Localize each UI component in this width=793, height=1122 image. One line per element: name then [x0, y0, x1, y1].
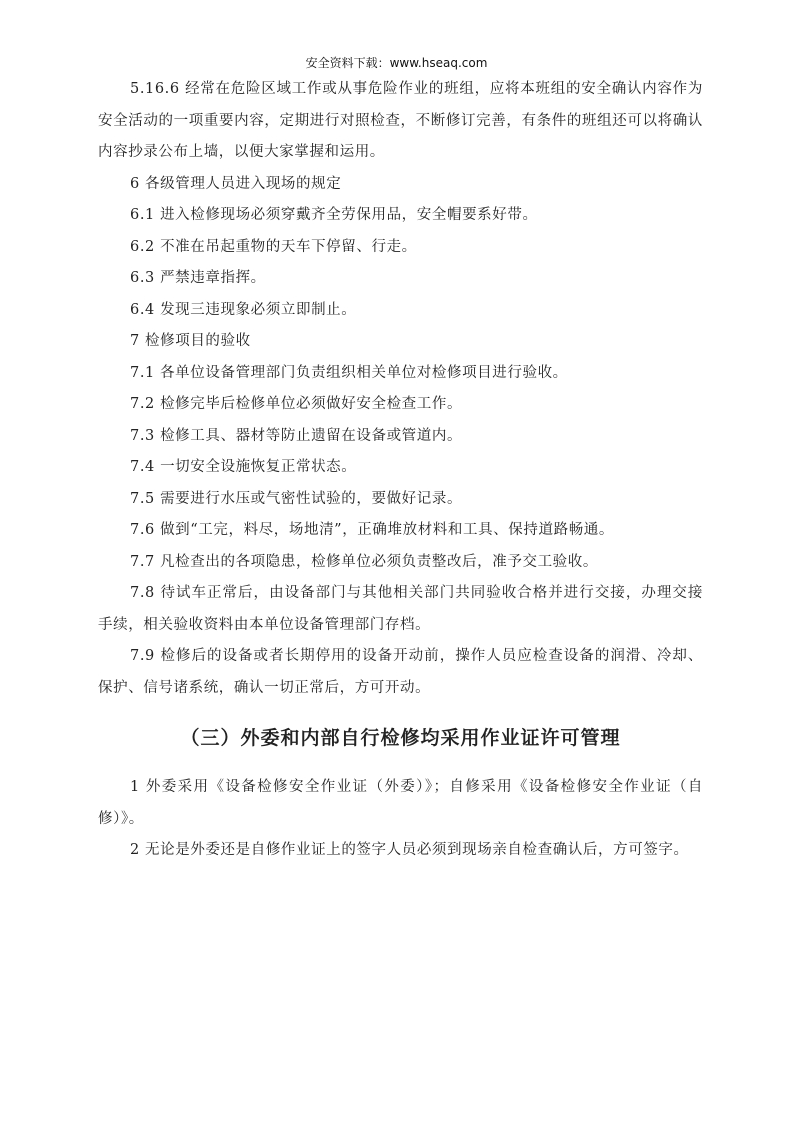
paragraph-7-9: 7.9 检修后的设备或者长期停用的设备开动前，操作人员应检查设备的润滑、冷却、保护、信号诸系统，确认一切正常后，方可开动。: [98, 648, 703, 696]
paragraph-7-6: 7.6 做到“工完，料尽，场地清”，正确堆放材料和工具、保持道路畅通。: [130, 522, 614, 538]
page-header: 安全资料下载：www.hseaq.com: [305, 56, 488, 70]
section-3-title: （三）外委和内部自行检修均采用作业证许可管理: [180, 727, 621, 749]
paragraph-7-2: 7.2 检修完毕后检修单位必须做好安全检查工作。: [130, 396, 463, 412]
paragraph-7-5: 7.5 需要进行水压或气密性试验的，要做好记录。: [130, 490, 463, 507]
paragraph-6-4: 6.4 发现三违现象必须立即制止。: [130, 301, 357, 318]
paragraph-7-4: 7.4 一切安全设施恢复正常状态。: [130, 459, 357, 475]
paragraph-7-7: 7.7 凡检查出的各项隐患，检修单位必须负责整改后，准予交工验收。: [130, 553, 598, 570]
paragraph-6-1: 6.1 进入检修现场必须穿戴齐全劳保用品，安全帽要系好带。: [130, 207, 538, 223]
paragraph-7-3: 7.3 检修工具、器材等防止遗留在设备或管道内。: [130, 427, 463, 444]
section-3-paragraph-1: 1 外委采用《设备检修安全作业证（外委）》；自修采用《设备检修安全作业证（自修）》。: [98, 779, 703, 827]
document-body: [98, 74, 703, 867]
paragraph-5-16-6: 5.16.6 经常在危险区域工作或从事危险作业的班组，应将本班组的安全确认内容作为安全活动的一项重要内容，定期进行对照检查，不断修订完善，有条件的班组还可以将确认内容抄录公布上墙，以便大家掌握和运用。: [98, 81, 703, 160]
heading-section-7: 7 检修项目的验收: [130, 333, 251, 349]
paragraph-7-8: 7.8 待试车正常后，由设备部门与其他相关部门共同验收合格并进行交接，办理交接手续，相关验收资料由本单位设备管理部门存档。: [98, 585, 703, 633]
heading-section-6: 6 各级管理人员进入现场的规定: [130, 175, 342, 192]
paragraph-6-3: 6.3 严禁违章指挥。: [130, 270, 266, 286]
paragraph-6-2: 6.2 不准在吊起重物的天车下停留、行走。: [130, 238, 417, 255]
paragraph-7-1: 7.1 各单位设备管理部门负责组织相关单位对检修项目进行验收。: [130, 364, 568, 381]
section-3-paragraph-2: 2 无论是外委还是自修作业证上的签字人员必须到现场亲自检查确认后，方可签字。: [130, 842, 689, 858]
